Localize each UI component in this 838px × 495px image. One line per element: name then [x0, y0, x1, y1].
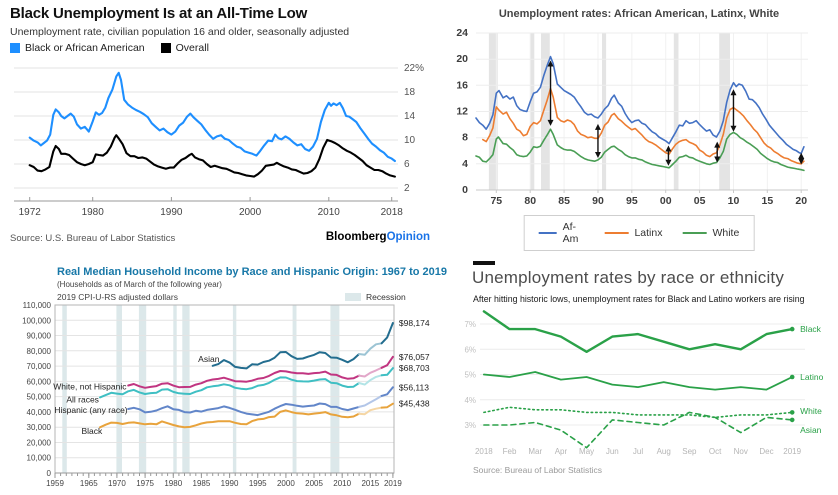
x-tick-label: 2015 [361, 479, 380, 488]
tr-legend-item-latinx [604, 227, 662, 239]
x-tick-label: 75 [490, 195, 503, 207]
arrow-head-up [595, 124, 601, 130]
series-black [100, 410, 359, 427]
tl-chart-subtitle: Unemployment rate, civilian population 16 and older, seasonally adjusted [10, 26, 350, 38]
y-tick-label: 20,000 [26, 438, 51, 448]
bloomberg-unemployment-chart [0, 52, 438, 224]
recession-band [139, 305, 146, 473]
arrow-head-down [595, 152, 601, 158]
x-tick-label: Aug [656, 447, 671, 456]
panel-rates-by-race [455, 258, 838, 495]
tr-legend-label: Af-Am [562, 221, 579, 245]
y-tick-label: 4% [464, 395, 476, 405]
series-black-or-african-american [30, 73, 395, 161]
y-tick-label: 10,000 [26, 453, 51, 463]
y-tick-label: 20 [456, 53, 468, 66]
x-tick-label: 1980 [81, 207, 104, 218]
series-hispanic-any-race- [359, 396, 382, 407]
recession-band [182, 305, 189, 473]
series-hispanic-any-race- [128, 404, 359, 416]
x-tick-label: 1990 [220, 479, 239, 488]
x-tick-label: 15 [761, 195, 774, 207]
series-asian [359, 343, 382, 355]
panel-rates-by-group [440, 0, 838, 256]
x-tick-label: 1959 [46, 479, 64, 488]
series-white [484, 407, 792, 417]
x-tick-label: 2005 [305, 479, 323, 488]
series-all-races [382, 368, 393, 375]
series-asian [484, 412, 792, 447]
y-tick-label: 90,000 [26, 331, 51, 341]
x-tick-label: Mar [528, 447, 543, 456]
annotation-label: $45,438 [398, 398, 430, 409]
panel-median-income [0, 262, 448, 495]
tr-legend-label: White [712, 227, 740, 239]
bloomberg-opinion-logo [326, 231, 430, 243]
y-tick-label: 6 [404, 159, 410, 170]
x-tick-label: 2000 [238, 207, 262, 218]
x-tick-label: 1970 [108, 479, 126, 488]
annotation-label: Black [800, 324, 821, 335]
series-overall [30, 135, 395, 176]
x-tick-label: Oct [708, 447, 722, 456]
x-tick-label: 1972 [18, 207, 41, 218]
x-tick-label: 1990 [160, 207, 183, 218]
y-tick-label: 60,000 [26, 377, 51, 387]
series-end-dot [790, 375, 795, 380]
y-tick-label: 5% [464, 370, 476, 380]
x-tick-label: 1980 [164, 479, 183, 488]
x-tick-label: 90 [592, 195, 604, 207]
tr-legend [524, 215, 755, 251]
annotation-label: $76,057 [398, 351, 430, 362]
annotation-label: White, not Hispanic [53, 381, 127, 392]
tl-legend-label: Overall [175, 42, 209, 54]
recession-band [293, 305, 297, 473]
y-tick-label: 4 [462, 157, 468, 170]
series-asian [382, 323, 393, 343]
arrow-head-down [665, 160, 671, 166]
tr-legend-item-white [682, 227, 739, 239]
brand-opinion: Opinion [386, 231, 430, 243]
y-tick-label: 16 [456, 79, 468, 92]
x-tick-label: Apr [554, 447, 568, 456]
x-tick-label: 00 [659, 195, 672, 207]
y-tick-label: 7% [464, 320, 476, 329]
legend-line-green [682, 232, 706, 234]
arrow-head-up [665, 146, 671, 152]
annotation-label: Asian [198, 354, 220, 365]
x-tick-label: 2000 [276, 479, 295, 488]
series-black [382, 404, 393, 408]
annotation-label: Asian [800, 425, 822, 435]
y-tick-label: 14 [404, 111, 416, 122]
y-tick-label: 2 [404, 183, 410, 194]
panel-bloomberg-unemployment [0, 0, 438, 260]
x-tick-label: 1995 [248, 479, 267, 488]
x-tick-label: Sep [682, 447, 697, 456]
x-tick-label: 1975 [136, 479, 154, 488]
arrow-head-up [798, 153, 804, 159]
y-tick-label: 10 [404, 135, 416, 146]
tr-chart-title: Unemployment rates: African American, Latinx, White [498, 8, 780, 20]
annotation-label: White [800, 406, 822, 417]
bl-chart-title: Real Median Household Income by Race and Hispanic Origin: 1967 to 2019 [57, 266, 448, 278]
legend-line-blue [539, 232, 557, 234]
x-tick-label: Jun [605, 447, 619, 456]
tl-chart-title: Black Unemployment Is at an All-Time Low [10, 5, 308, 22]
series-end-dot [790, 418, 795, 423]
x-tick-label: Dec [759, 447, 774, 456]
y-tick-label: 22% [404, 63, 425, 74]
series-hispanic-any-race- [382, 387, 393, 396]
annotation-label: $56,113 [398, 382, 429, 393]
y-tick-label: 0 [46, 469, 51, 478]
x-tick-label: 85 [558, 195, 570, 207]
x-tick-label: 2018 [380, 207, 403, 218]
x-tick-label: 10 [727, 195, 740, 207]
y-tick-label: 6% [464, 345, 476, 355]
census-income-chart [0, 262, 448, 495]
annotation-label: Hispanic (any race) [54, 404, 128, 415]
tl-source-note: Source: U.S. Bureau of Labor Statistics [10, 233, 176, 244]
annotation-label: Latino [800, 372, 824, 383]
x-tick-label: 80 [524, 195, 537, 207]
recession-band [330, 305, 339, 473]
x-tick-label: 20 [795, 195, 808, 207]
rates-by-race-chart [455, 258, 838, 495]
x-tick-label: May [579, 447, 595, 456]
x-tick-label: 2010 [333, 479, 352, 488]
bl-chart-subtitle: (Households as of March of the following year) [57, 280, 222, 289]
x-tick-label: Nov [733, 447, 748, 456]
annotation-label: All races [66, 394, 99, 405]
x-tick-label: 2019 [383, 479, 402, 488]
x-tick-label: 1985 [192, 479, 211, 488]
y-tick-label: 40,000 [26, 407, 51, 417]
annotation-label: $68,703 [398, 363, 430, 374]
x-tick-label: 05 [693, 195, 706, 207]
series-black [484, 311, 792, 351]
y-tick-label: 100,000 [22, 316, 51, 326]
recession-band [173, 305, 176, 473]
annotation-label: $98,174 [398, 318, 430, 329]
series-end-dot [790, 327, 795, 332]
br-source-note: Source: Bureau of Labor Statistics [473, 465, 602, 475]
arrow-head-down [730, 126, 736, 132]
y-tick-label: 18 [404, 87, 416, 98]
bl-axis-note: 2019 CPI-U-RS adjusted dollars [57, 292, 178, 302]
y-tick-label: 110,000 [22, 301, 51, 310]
tr-legend-label: Latinx [634, 227, 663, 239]
y-tick-label: 50,000 [26, 392, 51, 402]
series-af-am [476, 57, 804, 154]
brand-bloomberg: Bloomberg [325, 231, 387, 243]
x-tick-label: 2019 [783, 447, 802, 456]
y-tick-label: 24 [456, 27, 468, 39]
x-tick-label: Feb [502, 447, 517, 456]
series-end-dot [790, 410, 795, 415]
x-tick-label: 2018 [474, 447, 493, 456]
y-tick-label: 30,000 [26, 423, 51, 433]
arrow-head-up [730, 89, 736, 95]
y-tick-label: 3% [464, 421, 476, 430]
legend-line-orange [604, 232, 628, 234]
y-tick-label: 0 [462, 184, 468, 196]
y-tick-label: 70,000 [26, 362, 51, 372]
recession-band [233, 305, 236, 473]
br-chart-title: Unemployment rates by race or ethnicity [472, 268, 785, 287]
x-tick-label: 2010 [317, 207, 340, 218]
bl-recession-label: Recession [366, 292, 406, 302]
series-white-not-hispanic [359, 368, 382, 377]
br-chart-subtitle: After hitting historic lows, unemployment rates for Black and Latino workers are rising [473, 294, 805, 304]
annotation-label: Black [81, 425, 103, 436]
x-tick-label: Jul [632, 447, 644, 456]
tl-legend-label: Black or African American [25, 42, 145, 54]
series-black [359, 408, 382, 415]
x-tick-label: 1965 [79, 479, 98, 488]
y-tick-label: 12 [456, 105, 468, 118]
tr-legend-item-afam [539, 221, 585, 245]
y-tick-label: 8 [462, 131, 468, 144]
x-tick-label: 95 [625, 195, 638, 207]
y-tick-label: 80,000 [26, 346, 51, 356]
